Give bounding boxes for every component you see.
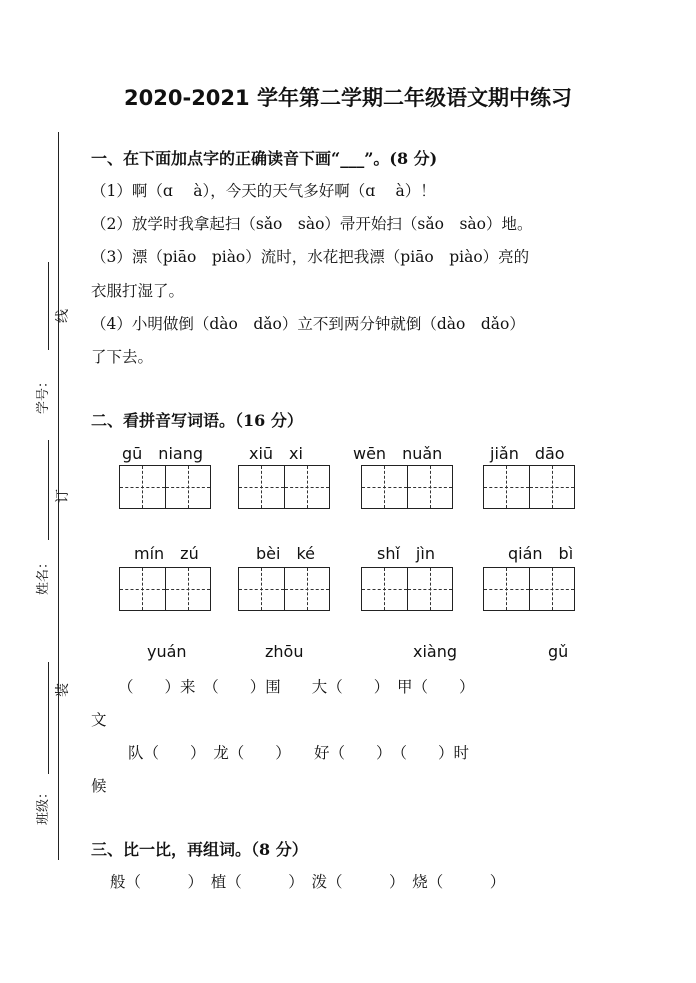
section1-line-6: 了下去。 (91, 348, 154, 366)
class-label: 班级： (36, 785, 52, 826)
writing-grid-3[interactable] (361, 465, 453, 509)
writing-grid-1[interactable] (119, 465, 211, 509)
section3-line: 般（ ） 植（ ） 泼（ ） 烧（ ） (110, 873, 506, 891)
section1-line-3: （3）漂（piāo piào）流时，水花把我漂（piāo piào）亮的 (91, 248, 530, 266)
pinyin-yuan: yuán (147, 642, 187, 661)
pinyin-guniang: gū niang (122, 444, 203, 463)
section1-heading: 一、在下面加点字的正确读音下画“___”。(8 分) (91, 149, 438, 168)
bind-char-zhuang: 装 (55, 683, 71, 697)
pinyin-gu: gǔ (548, 642, 569, 661)
pinyin-jiandao: jiǎn dāo (490, 444, 565, 463)
pinyin-xiuxi: xiū xi (249, 444, 303, 463)
pinyin-shijin: shǐ jìn (377, 544, 435, 563)
class-blank (48, 662, 49, 774)
pinyin-minzu: mín zú (134, 544, 199, 563)
section1-line-4: 衣服打湿了。 (91, 282, 185, 300)
writing-grid-2[interactable] (238, 465, 330, 509)
writing-grid-5[interactable] (119, 567, 211, 611)
pinyin-wennuan: wēn nuǎn (353, 444, 443, 463)
student-no-label: 学号： (36, 374, 52, 415)
section1-line-1: （1）啊（ɑ à），今天的天气多好啊（ɑ à）！ (91, 182, 436, 200)
student-no-blank (48, 262, 49, 350)
page-title: 2020-2021 学年第二学期二年级语文期中练习 (124, 86, 572, 110)
section2-heading: 二、看拼音写词语。（16 分） (91, 411, 303, 430)
pinyin-xiang: xiàng (413, 642, 458, 661)
section3-heading: 三、比一比，再组词。（8 分） (91, 840, 308, 859)
name-label: 姓名： (36, 555, 52, 596)
section1-line-2: （2）放学时我拿起扫（sǎo sào）帚开始扫（sǎo sào）地。 (91, 215, 533, 233)
pinyin-qianbi: qián bì (508, 544, 574, 563)
writing-grid-8[interactable] (483, 567, 575, 611)
fill-line-2-wrap: 候 (91, 777, 107, 795)
bind-char-ding: 订 (55, 489, 71, 503)
writing-grid-4[interactable] (483, 465, 575, 509)
bind-char-xian: 线 (55, 309, 71, 323)
writing-grid-6[interactable] (238, 567, 330, 611)
pinyin-zhou: zhōu (265, 642, 304, 661)
section1-line-5: （4）小明做倒（dào dǎo）立不到两分钟就倒（dào dǎo） (91, 315, 525, 333)
name-blank (48, 440, 49, 540)
fill-line-2: 队（ ） 龙（ ） 好（ ） （ ）时 (128, 744, 470, 762)
fill-line-1-wrap: 文 (91, 711, 107, 729)
writing-grid-7[interactable] (361, 567, 453, 611)
fill-line-1: （ ）来 （ ）围 大（ ） 甲（ ） (118, 678, 475, 696)
pinyin-beike: bèi ké (256, 544, 315, 563)
